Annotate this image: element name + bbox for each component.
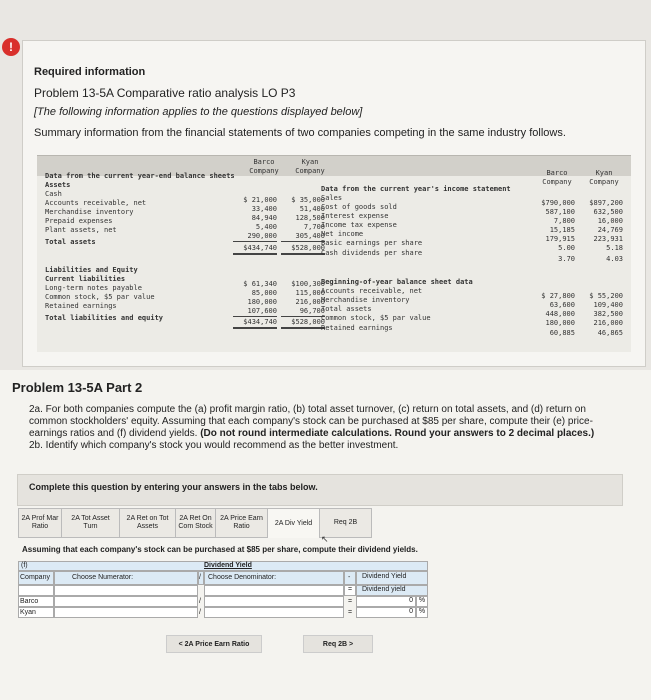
income-barco: 7,800 (553, 217, 575, 225)
income-barco: $790,000 (541, 199, 575, 207)
income-barco: 15,185 (549, 226, 575, 234)
income-label: Basic earnings per share (321, 239, 423, 247)
alert-icon: ! (2, 38, 20, 56)
slash: / (199, 609, 201, 616)
income-barco: 5.00 (558, 244, 575, 252)
tab-price-earn[interactable]: 2A Price Earn Ratio (216, 508, 268, 538)
part2-title: Problem 13-5A Part 2 (12, 380, 143, 395)
dash: - (348, 574, 351, 581)
question-label: Complete this question by entering your answers in the tabs below. (29, 482, 318, 492)
numerator-header: Choose Numerator: (72, 574, 134, 581)
slash: / (199, 574, 201, 581)
liab-kyan: 216,000 (295, 298, 325, 306)
summary-text: Summary information from the financial statements of two companies competing in the same industry follows. (34, 127, 566, 139)
asset-barco: $ 21,000 (243, 196, 277, 204)
income-col-kyan: Kyan Company (589, 169, 619, 186)
asset-kyan: 305,400 (281, 232, 325, 242)
company-cell (18, 585, 54, 596)
beg-year-title: Beginning-of-year balance sheet data (321, 278, 473, 286)
asset-label: Plant assets, net (45, 226, 117, 234)
income-kyan: 223,931 (593, 235, 623, 243)
liab-barco: 85,000 (251, 289, 277, 297)
result-sub: Dividend yield (362, 586, 406, 593)
liab-barco: $ 61,340 (243, 280, 277, 288)
company-name: Kyan (20, 609, 36, 616)
asset-barco: 33,400 (251, 205, 277, 213)
dividend-yield-grid (18, 561, 428, 626)
grid-header: Dividend Yield (204, 562, 252, 569)
part-label: (f) (21, 562, 28, 569)
assumption-text: Assuming that each company's stock can be purchased at $85 per share, compute their dividend yields. (22, 545, 418, 554)
liabilities-heading: Liabilities and Equity (45, 266, 138, 274)
percent-sign: % (416, 596, 428, 607)
liab-label: Common stock, $5 par value (45, 293, 155, 301)
liab-kyan: 96,700 (281, 307, 325, 317)
col-kyan-header: Kyan Company (295, 158, 325, 175)
total-le-barco: $434,740 (233, 318, 277, 329)
beg-label: Accounts receivable, net (321, 287, 423, 295)
income-kyan: 24,769 (597, 226, 623, 234)
company-header: Company (20, 574, 50, 581)
tab-ret-tot-assets[interactable]: 2A Ret on Tot Assets (120, 508, 176, 538)
result-header: Dividend Yield (362, 573, 407, 580)
numerator-select[interactable] (54, 585, 198, 596)
liab-kyan: 115,000 (295, 289, 325, 297)
equals-sign: = (348, 609, 353, 616)
instructions-2a: 2a. For both companies compute the (a) profit margin ratio, (b) total asset turnover, (c) return on total assets, and (d) return on common stockholders' equity. Assuming that each company's stock can be purchased at $85 per share, compute their (e) price-earnings ratios and (f) dividend yields. (29, 404, 593, 439)
col-barco-header: Barco Company (249, 158, 279, 175)
beg-barco: 63,600 (549, 301, 575, 309)
tab-div-yield[interactable]: 2A Div Yield (268, 508, 320, 538)
beg-kyan: $ 55,200 (589, 292, 623, 300)
income-barco: 587,100 (545, 208, 575, 216)
income-label: Cash dividends per share (321, 249, 423, 257)
beg-kyan: 382,500 (593, 310, 623, 318)
liab-kyan: $100,300 (291, 280, 325, 288)
beg-kyan: 109,400 (593, 301, 623, 309)
asset-label: Cash (45, 190, 62, 198)
income-col-barco: Barco Company (542, 169, 572, 186)
asset-kyan: $ 35,000 (291, 196, 325, 204)
result-value: 0 (356, 607, 416, 618)
beg-barco: 180,000 (545, 319, 575, 327)
instructions-2b: 2b. Identify which company's stock you would recommend as the better investment. (29, 440, 399, 451)
instructions-rounding: (Do not round intermediate calculations. Round your answers to 2 decimal places.) (200, 428, 595, 439)
denominator-input[interactable] (204, 596, 344, 607)
asset-kyan: 51,400 (299, 205, 325, 213)
balance-title: Data from the current year-end balance sheets (45, 172, 235, 180)
income-kyan: 4.03 (606, 255, 623, 263)
income-kyan: $897,200 (589, 199, 623, 207)
financial-data-table (37, 155, 631, 352)
income-kyan: 632,500 (593, 208, 623, 216)
income-label: Net income (321, 230, 364, 238)
liab-label: Retained earnings (45, 302, 117, 310)
asset-kyan: 7,700 (303, 223, 325, 231)
tab-tot-asset[interactable]: 2A Tot Asset Turn (62, 508, 120, 538)
beg-label: Common stock, $5 par value (321, 314, 431, 322)
income-kyan: 16,000 (597, 217, 623, 225)
tab-req-2b[interactable]: Req 2B (320, 508, 372, 538)
income-barco: 3.70 (558, 255, 575, 263)
asset-label: Prepaid expenses (45, 217, 113, 225)
numerator-input[interactable] (54, 607, 198, 618)
total-le-kyan: $528,000 (281, 318, 325, 329)
income-title: Data from the current year's income statement (321, 185, 511, 193)
beg-label: Retained earnings (321, 324, 393, 332)
equals-sign: = (348, 598, 353, 605)
result-value: 0 (356, 596, 416, 607)
income-label: Income tax expense (321, 221, 397, 229)
assets-heading: Assets (45, 181, 71, 189)
income-label: Sales (321, 194, 343, 202)
asset-kyan: 128,500 (295, 214, 325, 222)
required-info-heading: Required information (34, 66, 146, 78)
income-label: Interest expense (321, 212, 389, 220)
tab-prof-mar[interactable]: 2A Prof Mar Ratio (18, 508, 62, 538)
beg-label: Merchandise inventory (321, 296, 410, 304)
denominator-select[interactable] (204, 585, 344, 596)
denominator-input[interactable] (204, 607, 344, 618)
beg-barco: 448,000 (545, 310, 575, 318)
tab-bar (18, 508, 372, 538)
tab-ret-com-stock[interactable]: 2A Ret On Com Stock (176, 508, 216, 538)
problem-title: Problem 13-5A Comparative ratio analysis LO P3 (34, 86, 296, 100)
income-barco: 179,915 (545, 235, 575, 243)
beg-kyan: 46,865 (597, 329, 623, 337)
asset-label: Accounts receivable, net (45, 199, 147, 207)
liab-label: Long-term notes payable (45, 284, 142, 292)
asset-barco: 290,000 (233, 232, 277, 242)
company-name: Barco (20, 598, 39, 605)
beg-barco: $ 27,800 (541, 292, 575, 300)
percent-sign: % (416, 607, 428, 618)
instructions (29, 404, 625, 452)
denominator-header: Choose Denominator: (208, 574, 277, 581)
total-le-label: Total liabilities and equity (45, 314, 164, 322)
asset-barco: 84,940 (251, 214, 277, 222)
current-liabilities-heading: Current liabilities (45, 275, 126, 283)
mouse-cursor-icon: ↖ (321, 534, 329, 544)
beg-kyan: 216,000 (593, 319, 623, 327)
liab-barco: 180,000 (247, 298, 277, 306)
next-tab-button[interactable]: Req 2B > (303, 635, 373, 653)
asset-label: Merchandise inventory (45, 208, 134, 216)
total-assets-barco: $434,740 (233, 244, 277, 255)
equals-sign: = (348, 586, 353, 593)
liab-barco: 107,600 (233, 307, 277, 317)
total-assets-kyan: $528,000 (281, 244, 325, 255)
numerator-input[interactable] (54, 596, 198, 607)
income-label: Cost of goods sold (321, 203, 397, 211)
total-assets-label: Total assets (45, 238, 96, 246)
slash: / (199, 598, 201, 605)
beg-barco: 60,885 (549, 329, 575, 337)
problem-note: [The following information applies to the questions displayed below] (34, 106, 363, 118)
beg-label: Total assets (321, 305, 372, 313)
prev-tab-button[interactable]: < 2A Price Earn Ratio (166, 635, 262, 653)
income-kyan: 5.18 (606, 244, 623, 252)
asset-barco: 5,400 (255, 223, 277, 231)
